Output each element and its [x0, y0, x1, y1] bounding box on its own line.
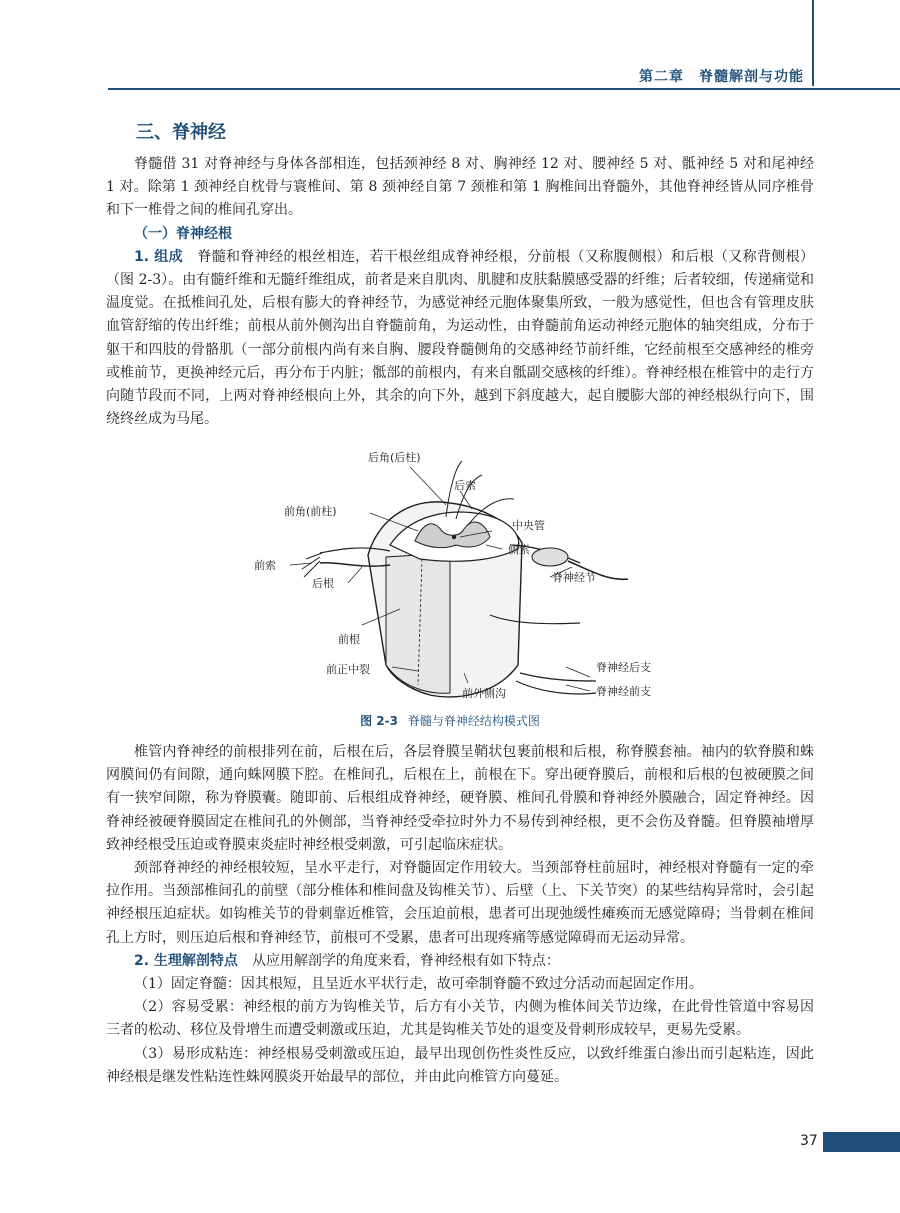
page-number: 37	[800, 1133, 818, 1149]
point-2: （2）容易受累：神经根的前方为钩椎关节，后方有小关节，内侧为椎体间关节边缘，在此骨性管道中容易因三者的松动、移位及骨增生而遭受刺激或压迫，尤其是钩椎关节处的退变及骨刺形成较早，更易先受累。	[106, 999, 814, 1039]
subsection-heading: （一）脊神经根	[134, 225, 232, 242]
central-canal-dot	[452, 535, 456, 539]
label-anterior-branch: 脊神经前支	[596, 685, 651, 698]
header-vertical-rule	[812, 0, 814, 86]
running-head: 第二章 脊髓解剖与功能	[639, 69, 804, 85]
top-text-block	[106, 153, 814, 431]
spinal-cord-front-face	[386, 553, 450, 693]
sheath-paragraph: 椎管内脊神经的前根排列在前，后根在后，各层脊膜呈鞘状包裹前根和后根，称脊膜套袖。袖内的软脊膜和蛛网膜间仍有间隙，通向蛛网膜下腔。在椎间孔，后根在上，前根在下。穿出硬脊膜后，前根和后根的包被硬膜之间有一狭窄间隙，称为脊膜囊。随即前、后根组成脊神经，硬脊膜、椎间孔骨膜和脊神经外膜融合，固定脊神经。因脊神经被硬脊膜固定在椎间孔的外侧部，当脊神经受牵拉时外力不易传到神经根，更不会伤及脊髓。但脊膜袖增厚致神经根受压迫或脊膜束炎症时神经根受刺激，可引起临床症状。	[106, 744, 814, 853]
ventral-branch-line	[516, 681, 596, 694]
section-title: 三、脊神经	[136, 122, 226, 143]
label-anterior-median-fissure: 前正中裂	[326, 663, 370, 676]
label-central-canal: 中央管	[512, 519, 545, 532]
figure-caption-number: 图 2-3	[360, 714, 398, 728]
label-lateral-funiculus: 侧索	[508, 543, 530, 556]
left-root-fan	[302, 553, 322, 577]
label-spinal-ganglion: 脊神经节	[552, 571, 596, 584]
item2-heading: 2. 生理解剖特点	[134, 952, 238, 969]
composition-paragraph	[106, 246, 814, 432]
item1-body: 脊髓和脊神经的根丝相连，若干根丝组成脊神经根，分前根（又称腹侧根）和后根（又称背侧根）（图 2-3）。由有髓纤维和无髓纤维组成，前者是来自肌肉、肌腱和皮肤黏膜感受器的纤维；后者较细，传递痛觉和温度觉。在抵椎间孔处，后根有膨大的脊神经节，为感觉神经元胞体聚集所致，一般为感觉性，但也含有管理皮肤血管舒缩的传出纤维；前根从前外侧沟出自脊髓前角，为运动性，由脊髓前角运动神经元胞体的轴突组成，分布于躯干和四肢的骨骼肌（一部分前根内尚有来自胸、腰段脊髓侧角的交感神经节前纤维，它经前根至交感神经的椎旁或椎前节，更换神经元后，再分布于内脏；骶部的前根内，有来自骶副交感核的纤维）。脊神经根在椎管中的走行方向随节段而不同，上两对脊神经根向上外，其余的向下外，越到下斜度越大，起自腰膨大部的神经根纵行向下，围绕终丝成为马尾。	[106, 248, 815, 428]
intro-paragraph: 脊髓借 31 对脊神经与身体各部相连，包括颈神经 8 对、胸神经 12 对、腰神经 5 对、骶神经 5 对和尾神经 1 对。除第 1 颈神经自枕骨与寰椎间、第 8 颈神经自第 7 颈椎和第 1 胸椎间出脊髓外，其他脊神经皆从同序椎骨和下一椎骨之间的椎间孔穿出。	[106, 156, 814, 219]
figure-caption	[0, 712, 900, 729]
label-anterior-root: 前根	[338, 633, 360, 646]
dorsal-branch-line	[520, 673, 596, 681]
physiology-paragraph	[106, 950, 814, 973]
cervical-paragraph: 颈部脊神经的神经根较短，呈水平走行，对脊髓固定作用较大。当颈部脊柱前屈时，神经根对脊髓有一定的牵拉作用。当颈部椎间孔的前壁（部分椎体和椎间盘及钩椎关节）、后壁（上、下关节突）的某些结构异常时，会引起神经根压迫症状。如钩椎关节的骨刺靠近椎管，会压迫前根，患者可出现弛缓性瘫痪而无感觉障碍；当骨刺在椎间孔上方时，则压迫后根和脊神经节，前根可不受累，患者可出现疼痛等感觉障碍而无运动异常。	[106, 860, 814, 946]
spinal-cord-diagram	[250, 445, 670, 707]
label-posterior-branch: 脊神经后支	[596, 661, 651, 674]
label-posterior-horn: 后角(后柱)	[368, 451, 421, 464]
label-anterolateral-sulcus: 前外侧沟	[462, 687, 506, 700]
point-1: （1）固定脊髓：因其根短，且呈近水平状行走，故可牵制脊髓不致过分活动而起固定作用。	[134, 976, 703, 993]
bottom-text-block	[106, 741, 814, 1089]
label-anterior-horn: 前角(前柱)	[284, 505, 337, 518]
label-posterior-funiculus: 后索	[454, 479, 476, 492]
label-anterior-funiculus: 前索	[254, 559, 276, 572]
figure-caption-text: 脊髓与脊神经结构模式图	[407, 714, 540, 728]
subsection-heading-paragraph	[106, 223, 814, 246]
spinal-ganglion-shape	[532, 548, 568, 566]
header-rule	[108, 88, 900, 90]
item2-body: 从应用解剖学的角度来看，脊神经根有如下特点：	[251, 952, 560, 969]
point-3: （3）易形成粘连：神经根易受刺激或压迫，最早出现创伤性炎性反应，以致纤维蛋白渗出而引起粘连，因此神经根是继发性粘连性蛛网膜炎开始最早的部位，并由此向椎管方向蔓延。	[106, 1045, 814, 1085]
page-number-bar	[823, 1132, 900, 1152]
item1-heading: 1. 组成	[134, 248, 183, 265]
label-posterior-root: 后根	[312, 577, 334, 590]
